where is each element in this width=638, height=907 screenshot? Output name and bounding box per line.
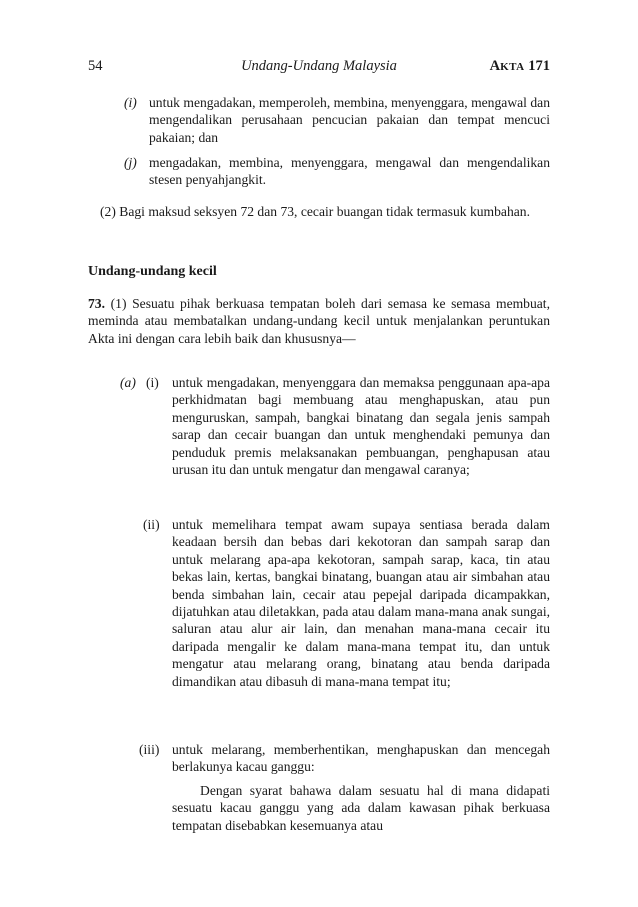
item-paragraph: untuk mengadakan, memperoleh, membina, menyenggara, mengawal dan mengendalikan perusahaan pencucian pakaian dan tempat mencuci pakaian; dan	[149, 95, 550, 145]
subparagraph-label: (ii)	[143, 517, 160, 532]
proviso-text	[172, 782, 550, 834]
subparagraph-paragraph: untuk memelihara tempat awam supaya sentiasa berada dalam keadaan bersih dan bebas dari kekotoran dan sampah sarap dan untuk melarang apa-apa kekotoran, sampah sarap, kaca, tin atau bekas lain, kertas, bangkai binatang, buangan atau air simbahan atau benda simbahan lain, cecair atau pepejal daripada dicampakkan, dijatuhkan atau diletakkan, pada atau dalam mana-mana anak sungai, saluran atau alur air lain, dan menahan mana-mana cecair itu daripada mengalir ke dalam mana-mana tempat itu, dan untuk mengatur atau melarang orang, binatang atau benda daripada dimandikan atau dibasuh di mana-mana tempat itu;	[172, 517, 550, 689]
act-prefix-small: KTA	[500, 61, 525, 73]
subparagraph-label: (i)	[146, 375, 159, 390]
subparagraph-text	[172, 374, 550, 478]
section-intro-text: (1) Sesuatu pihak berkuasa tempatan boleh dari semasa ke semasa membuat, meminda atau membatalkan undang-undang kecil untuk menjalankan peruntukan Akta ini dengan cara lebih baik dan khususnya—	[88, 296, 550, 346]
subparagraph-text	[172, 741, 550, 776]
running-title: Undang-Undang Malaysia	[241, 58, 397, 74]
paragraph-label: (a)	[120, 375, 136, 390]
section-number: 73.	[88, 296, 105, 311]
act-reference	[490, 58, 550, 76]
subparagraph-paragraph: untuk melarang, memberhentikan, menghapuskan dan mencegah berlakunya kacau ganggu:	[172, 742, 550, 775]
act-number: 171	[528, 58, 550, 74]
item-label: (i)	[124, 95, 137, 110]
page-number: 54	[88, 58, 103, 74]
page-header	[88, 58, 550, 78]
section-heading: Undang-undang kecil	[88, 264, 217, 279]
subparagraph-paragraph: untuk mengadakan, menyenggara dan memaksa penggunaan apa-apa perkhidmatan bagi membuang atau menghapuskan, atau pun menguruskan, sampah, bangkai binatang dan segala jenis sampah sarap dan cecair buangan dan untuk menghendaki pemunya dan penduduk premis melaksanakan pembuangan, penghapusan atau urusan itu dan untuk mengatur dan mengawal caranya;	[172, 375, 550, 478]
item-text	[149, 94, 550, 146]
subsection-2	[88, 203, 550, 220]
subparagraph-text	[172, 516, 550, 690]
section-73-intro	[88, 295, 550, 347]
item-label: (j)	[124, 155, 137, 170]
act-prefix: A	[489, 58, 501, 74]
proviso-paragraph: Dengan syarat bahawa dalam sesuatu hal di mana didapati sesuatu kacau ganggu yang ada dalam kawasan pihak berkuasa tempatan disebabkan kesemuanya atau	[172, 783, 550, 833]
item-paragraph: mengadakan, membina, menyenggara, mengawal dan mengendalikan stesen penyahjangkit.	[149, 155, 550, 188]
item-text	[149, 154, 550, 189]
subsection-paragraph: (2) Bagi maksud seksyen 72 dan 73, cecair buangan tidak termasuk kumbahan.	[100, 204, 530, 219]
subparagraph-label: (iii)	[139, 742, 160, 757]
